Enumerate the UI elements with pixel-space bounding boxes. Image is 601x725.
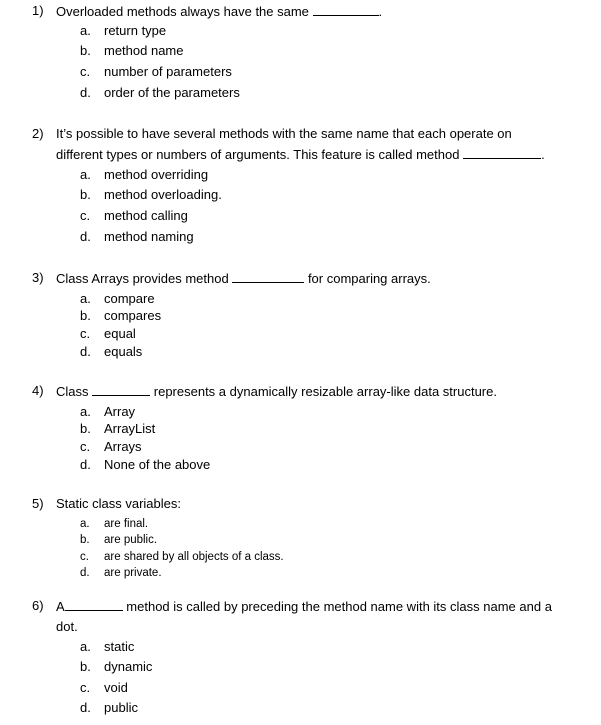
option-letter: b. bbox=[80, 308, 91, 323]
option-text: are private. bbox=[104, 567, 162, 579]
question-text: A method is called by preceding the method name with its class name and a bbox=[56, 599, 552, 614]
option-letter: d. bbox=[80, 567, 90, 579]
question-text: Class represents a dynamically resizable array-like data structure. bbox=[56, 384, 497, 399]
answer-blank bbox=[232, 270, 304, 283]
option-text: method overloading. bbox=[104, 187, 222, 202]
option-letter: c. bbox=[80, 680, 91, 695]
option-letter: b. bbox=[80, 659, 91, 674]
option-text: public bbox=[104, 700, 138, 715]
question-number: 6) bbox=[32, 598, 44, 613]
answer-blank bbox=[65, 598, 123, 611]
question-text: It’s possible to have several methods with the same name that each operate on bbox=[56, 126, 512, 141]
option-text: method calling bbox=[104, 208, 188, 223]
question-text: Static class variables: bbox=[56, 496, 181, 511]
option-letter: d. bbox=[80, 344, 91, 359]
option-letter: b. bbox=[80, 43, 91, 58]
option-letter: b. bbox=[80, 421, 91, 436]
option-letter: a. bbox=[80, 23, 91, 38]
question-number: 4) bbox=[32, 383, 44, 398]
option-text: Array bbox=[104, 404, 136, 419]
option-letter: d. bbox=[80, 229, 91, 244]
question-number: 5) bbox=[32, 496, 44, 511]
option-text: compares bbox=[104, 308, 162, 323]
option-letter: a. bbox=[80, 639, 91, 654]
option-letter: b. bbox=[80, 534, 90, 546]
question-text-continued: dot. bbox=[56, 619, 78, 634]
option-letter: c. bbox=[80, 326, 91, 341]
option-text: compare bbox=[104, 291, 155, 306]
option-letter: b. bbox=[80, 187, 91, 202]
option-letter: a. bbox=[80, 518, 90, 530]
option-text: None of the above bbox=[104, 457, 211, 472]
answer-blank bbox=[463, 146, 541, 159]
option-text: method name bbox=[104, 43, 184, 58]
option-text: order of the parameters bbox=[104, 85, 240, 100]
option-text: dynamic bbox=[104, 659, 153, 674]
option-letter: a. bbox=[80, 167, 91, 182]
option-text: equals bbox=[104, 344, 143, 359]
question-number: 1) bbox=[32, 3, 44, 18]
answer-blank bbox=[313, 3, 379, 16]
option-letter: c. bbox=[80, 551, 89, 563]
option-text: method overriding bbox=[104, 167, 209, 182]
option-text: void bbox=[104, 680, 128, 695]
option-letter: d. bbox=[80, 85, 91, 100]
question-number: 3) bbox=[32, 270, 44, 285]
option-text: are final. bbox=[104, 518, 149, 530]
question-text: Class Arrays provides method for comparing arrays. bbox=[56, 271, 431, 286]
option-text: number of parameters bbox=[104, 64, 232, 79]
option-letter: d. bbox=[80, 457, 91, 472]
option-text: static bbox=[104, 639, 135, 654]
answer-blank bbox=[92, 383, 150, 396]
option-letter: c. bbox=[80, 439, 91, 454]
option-letter: a. bbox=[80, 291, 91, 306]
option-text: return type bbox=[104, 23, 167, 38]
option-letter: c. bbox=[80, 64, 91, 79]
question-text-continued: different types or numbers of arguments. This feature is called method . bbox=[56, 147, 545, 162]
option-text: ArrayList bbox=[104, 421, 156, 436]
option-text: method naming bbox=[104, 229, 194, 244]
option-letter: a. bbox=[80, 404, 91, 419]
option-letter: c. bbox=[80, 208, 91, 223]
option-text: are shared by all objects of a class. bbox=[104, 551, 284, 563]
option-text: Arrays bbox=[104, 439, 142, 454]
question-number: 2) bbox=[32, 126, 44, 141]
option-text: are public. bbox=[104, 534, 158, 546]
option-text: equal bbox=[104, 326, 136, 341]
option-letter: d. bbox=[80, 700, 91, 715]
question-text: Overloaded methods always have the same . bbox=[56, 4, 383, 19]
